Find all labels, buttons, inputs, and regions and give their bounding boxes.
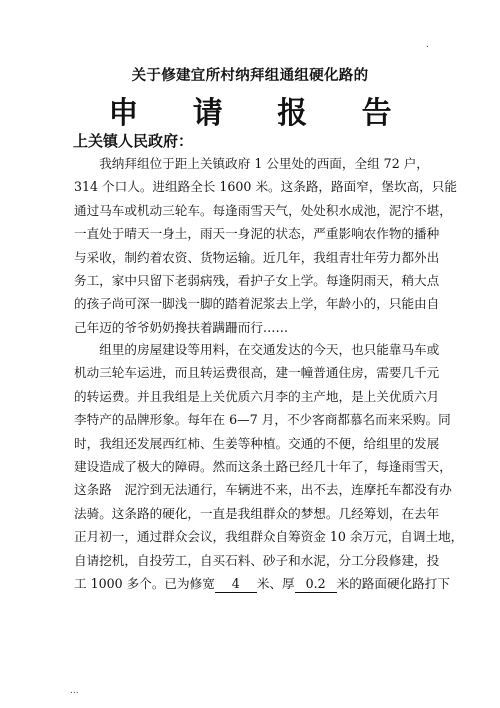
paragraph-line: 时，我组还发展西红柿、生姜等种植。交通的不便，给组里的发展 [74,435,440,451]
paragraph-line: 自请挖机，自投劳工，自买石料、砂子和水泥，分工分段修建，投 [74,552,440,568]
footer-mark: ... [70,686,79,696]
paragraph-1 [74,152,457,339]
paragraph-line: 建设造成了极大的障碍。然而这条土路已经几十年了，每逢雨雪天， [74,458,452,474]
paragraph-line: 的转运费。并且我组是上关优质六月李的主产地，是上关优质六月 [74,388,440,404]
paragraph-line: 通过马车或机动三轮车。每逢雨雪天气，处处积水成池，泥泞不堪， [74,202,452,218]
last-line-suffix: 米的路面硬化路打下 [336,575,450,591]
paragraph-line: 314 个口人。进组路全长 1600 米。这条路，路面窄，堡坎高，只能 [74,179,457,195]
document-title: 关于修建宜所村纳拜组通组硬化路的 [131,68,369,84]
paragraph-line: 我纳拜组位于距上关镇政府 1 公里处的西面，全组 72 户， [74,156,429,171]
paragraph-2 [74,338,464,595]
paragraph-line: 李特产的品牌形象。每年在 6—7 月，不少客商都慕名而来采购。同 [74,412,451,428]
paragraph-line: 组里的房屋建设等用料，在交通发达的今天，也只能靠马车或 [74,342,440,357]
paragraph-line: 法骑。这条路的硬化，一直是我组群众的梦想。几经筹划，在去年 [74,505,440,521]
last-line-middle: 米、厚 [256,575,295,591]
paragraph-line: 己年迈的爷爷奶奶搀扶着蹒跚而行…… [74,319,289,335]
paragraph-last-line [74,572,450,595]
document-heading: 申 请 报 告 [108,96,414,131]
paragraph-line: 务工，家中只留下老弱病残，看护子女上学。每逢阴雨天，稍大点 [74,272,440,288]
paragraph-line: 的孩子尚可深一脚浅一脚的踏着泥浆去上学，年龄小的，只能由自 [74,296,440,312]
paragraph-line: 正月初一，通过群众会议，我组群众自筹资金 10 余万元，自调土地， [74,529,464,545]
corner-mark: . [426,40,429,50]
addressee: 上关镇人民政府： [73,132,194,150]
road-width-value: 4 [215,576,257,593]
paragraph-line: 一直处于晴天一身土，雨天一身泥的状态，严重影响农作物的播种 [74,226,440,242]
last-line-prefix: 工 1000 多个。已为修宽 [74,575,215,591]
road-thickness-value: 0.2 [295,576,337,593]
paragraph-line: 机动三轮车运进，而且转运费很高，建一幢普通住房，需要几千元 [74,365,440,381]
paragraph-line: 与采收，制约着农资、货物运输。近几年，我组青壮年劳力都外出 [74,249,440,265]
paragraph-line: 这条路 泥泞到无法通行，车辆进不来，出不去，连摩托车都没有办 [74,482,452,498]
